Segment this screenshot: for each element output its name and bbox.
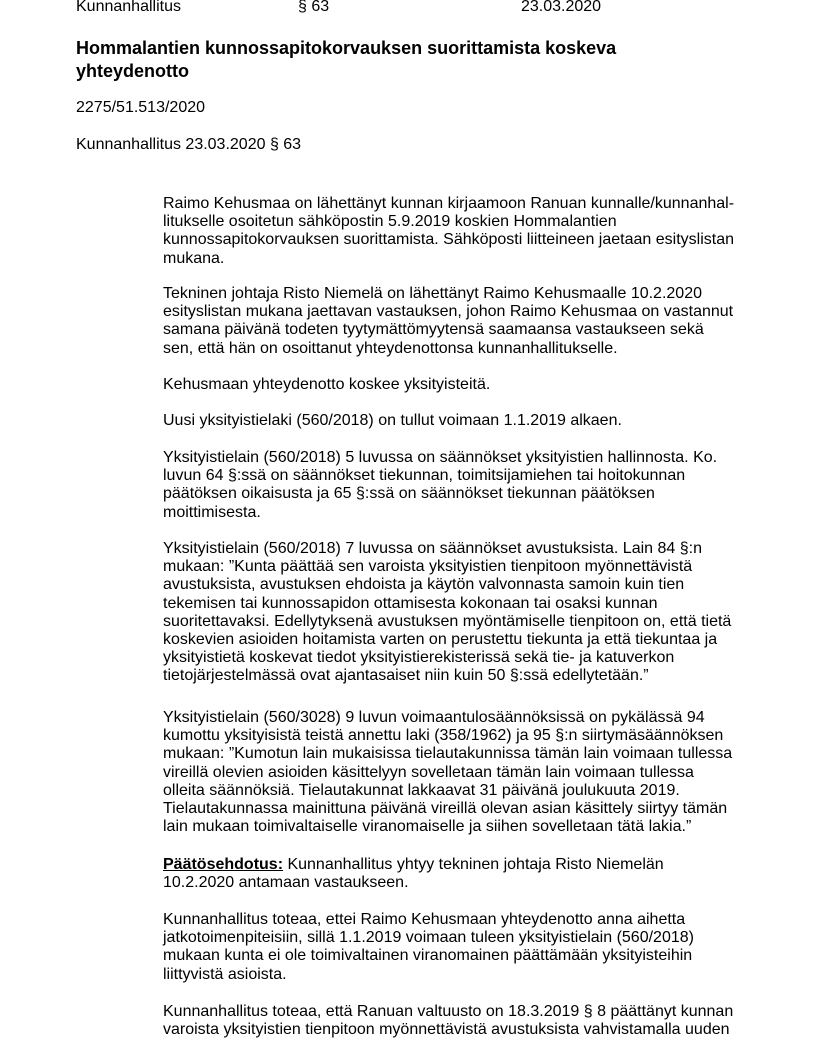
text-line: Kunnanhallitus toteaa, että Ranuan valtuusto on 18.3.2019 § 8 päättänyt kunnan — [163, 1003, 734, 1020]
text-line: Raimo Kehusmaa on lähettänyt kunnan kirjaamoon Ranuan kunnalle/kunnanhal- — [163, 195, 735, 212]
paragraph — [163, 412, 622, 430]
paragraph — [163, 1003, 733, 1039]
text-line: vireillä olevien asioiden käsittelyyn sovelletaan tämän lain voimaan tullessa — [163, 763, 694, 781]
proposal-text: Kunnanhallitus yhtyy tekninen johtaja Risto Niemelän — [283, 856, 664, 873]
text-line: tietojärjestelmässä ovat ajantasaiset niin kuin 50 §:ssä edellytetään.” — [163, 667, 649, 685]
text-line: sen, että hän on osoittanut yhteydenottonsa kunnanhallitukselle. — [163, 339, 618, 357]
paragraph — [163, 449, 717, 522]
proposal-label: Päätösehdotus: — [163, 856, 284, 873]
paragraph — [163, 911, 694, 984]
header-section: § 63 — [298, 0, 330, 15]
text-line: esityslistan mukana jaettavan vastauksen, johon Raimo Kehusmaa on vastannut — [163, 303, 734, 321]
text-line: olleita säännöksiä. Tielautakunnat lakkaavat 31 päivänä joulukuuta 2019. — [163, 781, 680, 799]
paragraph — [163, 709, 732, 836]
text-line: mukaan: ”Kunta päättää sen varoista yksityistien tienpitoon myönnettävistä — [163, 558, 693, 576]
text-line: moittimisesta. — [163, 503, 261, 521]
text-line: luvun 64 §:ssä on säännökset tiekunnan, toimitsijamiehen tai hoitokunnan — [163, 467, 686, 485]
title-line: yhteydenotto — [76, 61, 190, 81]
text-line: lain mukaan toimivaltaiselle viranomaiselle ja siihen sovelletaan tätä lakia.” — [163, 818, 692, 836]
text-line: mukaan: ”Kumotun lain mukaisissa tielautakunnissa tämän lain voimaan tullessa — [163, 745, 733, 763]
text-line: suoritettavaksi. Edellytyksenä avustuksen myöntämiselle tienpitoon on, että tietä — [163, 612, 732, 630]
text-line: 10.2.2020 antamaan vastaukseen. — [163, 874, 409, 892]
text-line: yksityistietä koskevat tiedot yksityistierekisterissä sekä tie- ja katuverkon — [163, 649, 675, 667]
text-line: litukselle osoitetun sähköpostin 5.9.2019 koskien Hommalantien — [163, 213, 617, 231]
text-line: varoista yksityistien tienpitoon myönnettävistä avustuksista vahvistamalla uuden — [163, 1021, 730, 1039]
text-line: liittyvistä asioista. — [163, 965, 287, 983]
text-line: Tielautakunnassa mainittuna päivänä vireillä olevan asian käsittely siirtyy tämän — [163, 800, 728, 818]
text-line: päätöksen oikaisusta ja 65 §:ssä on säännökset tiekunnan päätöksen — [163, 485, 655, 503]
text-line: Kunnanhallitus toteaa, ettei Raimo Kehusmaan yhteydenotto anna aihetta — [163, 911, 686, 928]
text-line: mukana. — [163, 249, 225, 267]
record-number: 2275/51.513/2020 — [76, 99, 206, 116]
document-title — [76, 37, 676, 83]
text-line: Yksityistielain (560/2018) 5 luvussa on säännökset yksityistien hallinnosta. Ko. — [163, 449, 718, 466]
text-line: samana päivänä todeten tyytymättömyytensä saamaansa vastaukseen sekä — [163, 321, 704, 339]
text-line: Yksityistielain (560/2018) 7 luvussa on säännökset avustuksista. Lain 84 §:n — [163, 540, 702, 557]
text-line: kunnossapitokorvauksen suorittamista. Sähköposti liitteineen jaetaan esityslistan — [163, 231, 734, 249]
title-line: Hommalantien kunnossapitokorvauksen suorittamista koskeva — [76, 38, 617, 58]
paragraph — [163, 285, 733, 358]
text-line: Kehusmaan yhteydenotto koskee yksityisteitä. — [163, 376, 491, 393]
text-line: koskevien asioiden hoitamista varten on perustettu tiekunta ja että tiekuntaa ja — [163, 631, 718, 649]
text-line: jatkotoimenpiteisiin, sillä 1.1.2019 voimaan tuleen yksityistielain (560/2018) — [163, 929, 694, 947]
text-line: tekemisen tai kunnossapidon ottamisesta kokonaan tai osaksi kunnan — [163, 594, 658, 612]
text-line: kumottu yksityisistä teistä annettu laki (358/1962) ja 95 §:n siirtymäsäännöksen — [163, 727, 724, 745]
paragraph — [163, 195, 734, 268]
text-line: Uusi yksityistielaki (560/2018) on tullut voimaan 1.1.2019 alkaen. — [163, 412, 622, 429]
text-line: Tekninen johtaja Risto Niemelä on lähettänyt Raimo Kehusmaalle 10.2.2020 — [163, 285, 702, 302]
paragraph — [163, 540, 731, 686]
paragraph — [163, 376, 490, 394]
text-line: Yksityistielain (560/3028) 9 luvun voimaantulosäännöksissä on pykälässä 94 — [163, 709, 705, 726]
text-line: avustuksista, avustuksen ehdoista ja käytön valvonnasta samoin kuin tien — [163, 576, 685, 594]
header-date: 23.03.2020 — [521, 0, 602, 15]
decision-proposal — [163, 856, 664, 892]
text-line: mukaan kunta ei ole toimivaltainen viranomainen päättämään yksityisteihin — [163, 947, 693, 965]
meeting-reference: Kunnanhallitus 23.03.2020 § 63 — [76, 136, 302, 153]
header-body: Kunnanhallitus — [76, 0, 181, 15]
